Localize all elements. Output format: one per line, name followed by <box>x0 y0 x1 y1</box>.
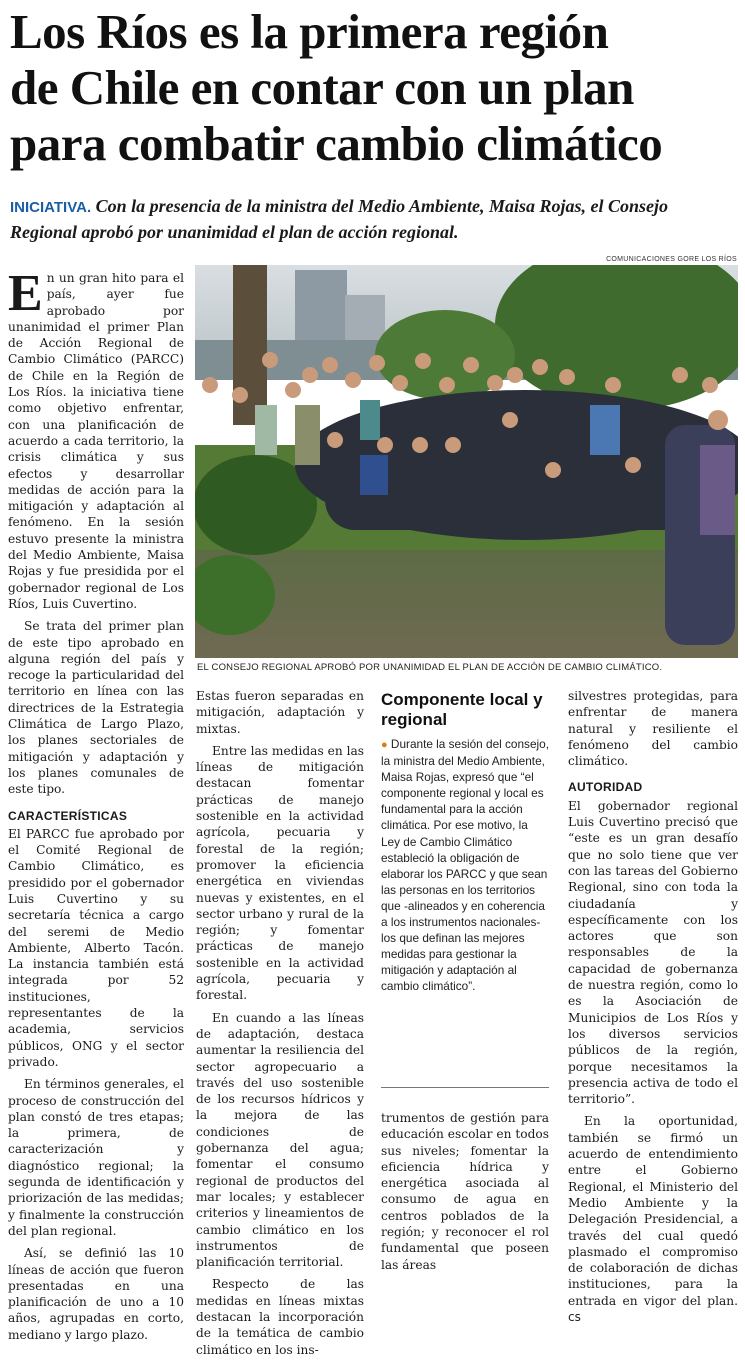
paragraph: El gobernador regional Luis Cuvertino precisó que “este es un gran desafío que no solo tiene que ver con las tareas del Gobierno Regional, sino con toda la ciudadanía y específicamente con los actores que son responsables de la capacidad de gobernanza de nuestra región, como lo es la Asociación de Municipios de Los Ríos y los diversos servicios públicos de la región, porque necesitamos la presencia activa de todo el territorio”. <box>568 798 738 1107</box>
subhead-autoridad: AUTORIDAD <box>568 780 643 795</box>
bullet-icon: ● <box>381 739 388 751</box>
paragraph-text: n un gran hito para el país, ayer fue aprobado por unanimidad el primer Plan de Acción Regional de Cambio Climático (PARCC) de Chile en la Región de Los Ríos. la iniciativa tiene como objetivo enfrentar, con una planificación de acuerdo a cada territorio, la crisis climática y sus efectos y desarrollar medidas de acción para la mitigación y adaptación al fenómeno. En la sesión estuvo presente la ministra del Medio Ambiente, Maisa Rojas y fue presidida por el gobernador regional de Los Ríos, Luis Cuvertino. <box>8 271 184 611</box>
article-column-4 <box>568 688 738 1331</box>
headline-line-1: Los Ríos es la primera región <box>10 4 609 59</box>
paragraph: Así, se definió las 10 líneas de acción que fueron presentadas en una planificación de uno a 10 años, agrupadas en corto, mediano y largo plazo. <box>8 1246 184 1342</box>
deck-kicker: INICIATIVA. <box>10 199 92 216</box>
photo-path <box>195 550 738 658</box>
sidebar-quote-text: Durante la sesión del consejo, la ministra del Medio Ambiente, Maisa Rojas, expresó que “el componente regional y local es fundamental para la acción climática. Por ese motivo, la Ley de Cambio Climático estableció la obligación de elaborar los PARCC y que sean las personas en los territorios que -alineados y en coherencia a los instrumentos nacionales- los que definan las mejores medidas para gestionar la mitigación y adaptación al cambio climático”. <box>381 737 549 994</box>
subhead-caracteristicas: CARACTERÍSTICAS <box>8 808 128 823</box>
sidebar-quote <box>381 736 549 995</box>
paragraph: Entre las medidas en las líneas de mitigación destacan fomentar prácticas de manejo sostenible en la actividad agrícola, pecuaria y forestal de la región; promover la eficiencia energética en viviendas nuevas y existentes, en el sector urbano y rural de la región; y fomentar prácticas de manejo sostenible en la actividad agrícola, pecuaria y forestal. <box>196 743 364 1003</box>
article-column-3 <box>381 1110 549 1279</box>
paragraph: El PARCC fue aprobado por el Comité Regional de Cambio Climático, es presidido por el gobernador Luis Cuvertino y su secretaría técnica a cargo del seremi de Medio Ambiente, Alberto Tacón. La instancia también está integrada por 52 instituciones, representantes de la academia, servicios públicos, ONG y el sector privado. <box>8 826 184 1069</box>
end-mark: cs <box>568 1309 581 1324</box>
paragraph: Estas fueron separadas en mitigación, adaptación y mixtas. <box>196 689 364 736</box>
deck-text: Con la presencia de la ministra del Medio Ambiente, Maisa Rojas, el Consejo Regional aprobó por unanimidad el plan de acción regional. <box>10 196 668 242</box>
paragraph: silvestres protegidas, para enfrentar de manera natural y resiliente el fenómeno del cambio climático. <box>568 689 738 769</box>
photo-credit: COMUNICACIONES GORE LOS RÍOS <box>606 256 737 263</box>
paragraph: trumentos de gestión para educación escolar en todos sus niveles; fomentar la eficiencia hídrica y energética asociada al consumo de agua en centros poblados de la región; y reconocer el rol fundamental que poseen las áreas <box>381 1111 549 1272</box>
article-column-1 <box>8 265 184 1349</box>
paragraph <box>8 265 184 612</box>
headline-line-2: de Chile en contar con un plan <box>10 60 634 115</box>
paragraph <box>568 1113 738 1325</box>
drop-cap: E <box>8 265 43 322</box>
divider <box>381 1087 549 1088</box>
sidebar-title: Componente local y regional <box>381 690 543 729</box>
group-photo <box>195 265 738 658</box>
paragraph: En términos generales, el proceso de construcción del plan constó de tres etapas; la primera, de caracterización y diagnóstico regional; la segunda de identificación y priorización de las medidas; y finalmente la construcción del plan regional. <box>8 1077 184 1238</box>
photo-caption: EL CONSEJO REGIONAL APROBÓ POR UNANIMIDAD EL PLAN DE ACCIÓN DE CAMBIO CLIMÁTICO. <box>197 662 663 673</box>
paragraph: Se trata del primer plan de este tipo aprobado en alguna región del país y recoge la particularidad del territorio en línea con las directrices de la Estrategia Climática de Largo Plazo, los planes sectoriales de mitigación y adaptación y los planes comunales de este tipo. <box>8 619 184 797</box>
headline <box>10 4 740 172</box>
deck <box>10 194 735 244</box>
sidebar-box <box>381 690 549 995</box>
headline-line-3: para combatir cambio climático <box>10 116 663 171</box>
paragraph: En cuando a las líneas de adaptación, destaca aumentar la resiliencia del sector agropecuario a través del uso sostenible de los recursos hídricos y la mejora de las condiciones de gobernanza del agua; fomentar el consumo regional de productos del mar locales; y establecer criterios y lineamientos de cambio climático en los instrumentos de planificación territorial. <box>196 1010 364 1270</box>
article-column-2 <box>196 688 364 1364</box>
paragraph-text: En la oportunidad, también se firmó un acuerdo de entendimiento entre el Gobierno Regional, el Ministerio del Medio Ambiente y la Delegación Presidencial, a través del cual quedó plasmado el compromiso de colaboración de dichas instituciones, para la entrada en vigor del plan. <box>568 1114 738 1308</box>
paragraph: Respecto de las medidas en líneas mixtas destacan la incorporación de la temática de cambio climático en los ins- <box>196 1277 364 1357</box>
